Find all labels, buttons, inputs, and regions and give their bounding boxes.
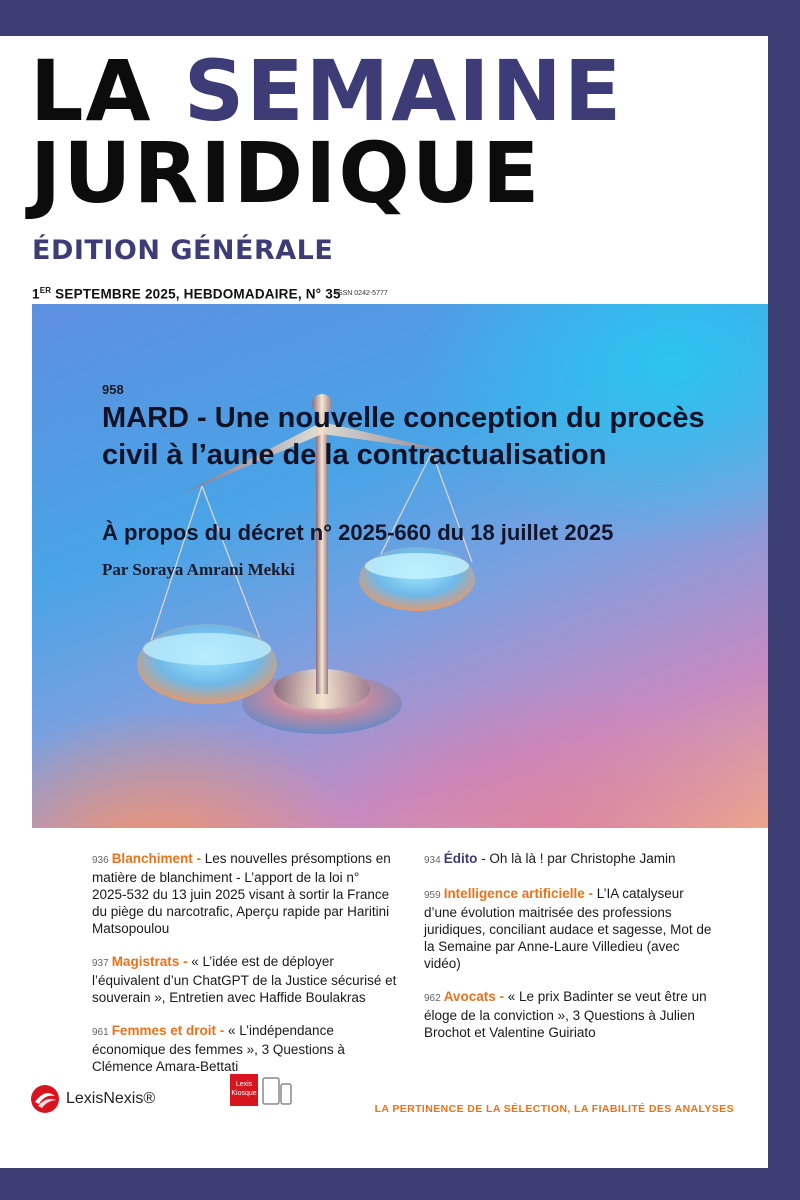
cover-story-title[interactable]: MARD - Une nouvelle conception du procès civil à l’aune de la contractualisation: [102, 402, 705, 471]
issue-details: SEPTEMBRE 2025, HEBDOMADAIRE, N° 35: [51, 286, 341, 302]
edition-label: ÉDITION GÉNÉRALE: [32, 235, 334, 266]
lexisnexis-logo[interactable]: [30, 1084, 155, 1114]
kiosk-bottom-label: Kiosque: [231, 1090, 257, 1097]
toc-item-number: 962: [424, 993, 441, 1004]
issn: ISSN 0242-5777: [336, 290, 388, 297]
devices-icon: [262, 1074, 292, 1106]
toc-right-column: [424, 850, 719, 1057]
toc-item[interactable]: [424, 988, 719, 1041]
lexisnexis-wordmark: LexisNexis®: [66, 1090, 156, 1107]
cover-story-number: 958: [102, 382, 124, 397]
masthead-word-juridique: JURIDIQUE: [30, 124, 542, 223]
lexis-kiosque-logo: [230, 1074, 258, 1106]
toc-item[interactable]: [92, 953, 397, 1006]
issue-line: [32, 286, 341, 302]
toc-item-text: - Oh là là ! par Christophe Jamin: [477, 851, 676, 866]
tagline: LA PERTINENCE DE LA SÉLECTION, LA FIABILITÉ DES ANALYSES: [374, 1103, 734, 1115]
toc-item-category: Avocats -: [443, 989, 504, 1004]
toc-item[interactable]: [92, 1022, 397, 1075]
issue-day: 1: [32, 286, 40, 302]
masthead-word-semaine: SEMAINE: [183, 42, 624, 140]
toc-item-text: « Le prix Badinter se veut être un éloge de la conviction », 3 Questions à Julien Brochot et Valentine Guiriato: [424, 989, 707, 1040]
toc-left-column: [92, 850, 397, 1091]
lexis-kiosque-badge[interactable]: [230, 1074, 292, 1106]
issue-day-suffix: ER: [39, 286, 52, 295]
toc-item[interactable]: [92, 850, 397, 937]
masthead: [30, 42, 624, 223]
toc-item-category: Édito: [443, 851, 478, 866]
toc-item-text: Les nouvelles présomptions en matière de blanchiment - L’apport de la loi n° 2025-532 du 13 juin 2025 visant à sortir la France du piège du narcotrafic, Aperçu rapide par Haritini Matsopoulou: [92, 851, 391, 936]
toc-item-number: 937: [92, 958, 109, 969]
toc-item-number: 936: [92, 855, 109, 866]
toc-item-category: Blanchiment -: [111, 851, 201, 866]
masthead-word-la: LA: [30, 42, 153, 140]
cover-story-subtitle: À propos du décret n° 2025-660 du 18 juillet 2025: [102, 520, 614, 545]
toc-item-number: 961: [92, 1027, 109, 1038]
toc-item-number: 934: [424, 855, 441, 866]
toc-item[interactable]: [424, 850, 719, 869]
cover-sheet: [0, 36, 768, 1168]
kiosk-top-label: Lexis: [235, 1081, 253, 1088]
toc-item-category: Femmes et droit -: [111, 1023, 225, 1038]
toc-item-category: Intelligence artificielle -: [443, 886, 593, 901]
toc-item-text: « L’idée est de déployer l’équivalent d’un ChatGPT de la Justice sécurisé et souverain », Entretien avec Haffide Boulakras: [92, 954, 397, 1005]
cover-story-author: Par Soraya Amrani Mekki: [102, 560, 295, 579]
toc-item-number: 959: [424, 890, 441, 901]
toc-item-category: Magistrats -: [111, 954, 188, 969]
cover-image: [32, 304, 768, 828]
lexisnexis-emblem-icon: [30, 1084, 60, 1114]
toc-item-text: « L’indépendance économique des femmes », 3 Questions à Clémence Amara-Bettati: [92, 1023, 345, 1074]
toc-item-text: L’IA catalyseur d’une évolution maitrisée des professions juridiques, conciliant audace et sagesse, Mot de la Semaine par Anne-Laure Villedieu (avec vidéo): [424, 886, 712, 971]
toc-item[interactable]: [424, 885, 719, 972]
